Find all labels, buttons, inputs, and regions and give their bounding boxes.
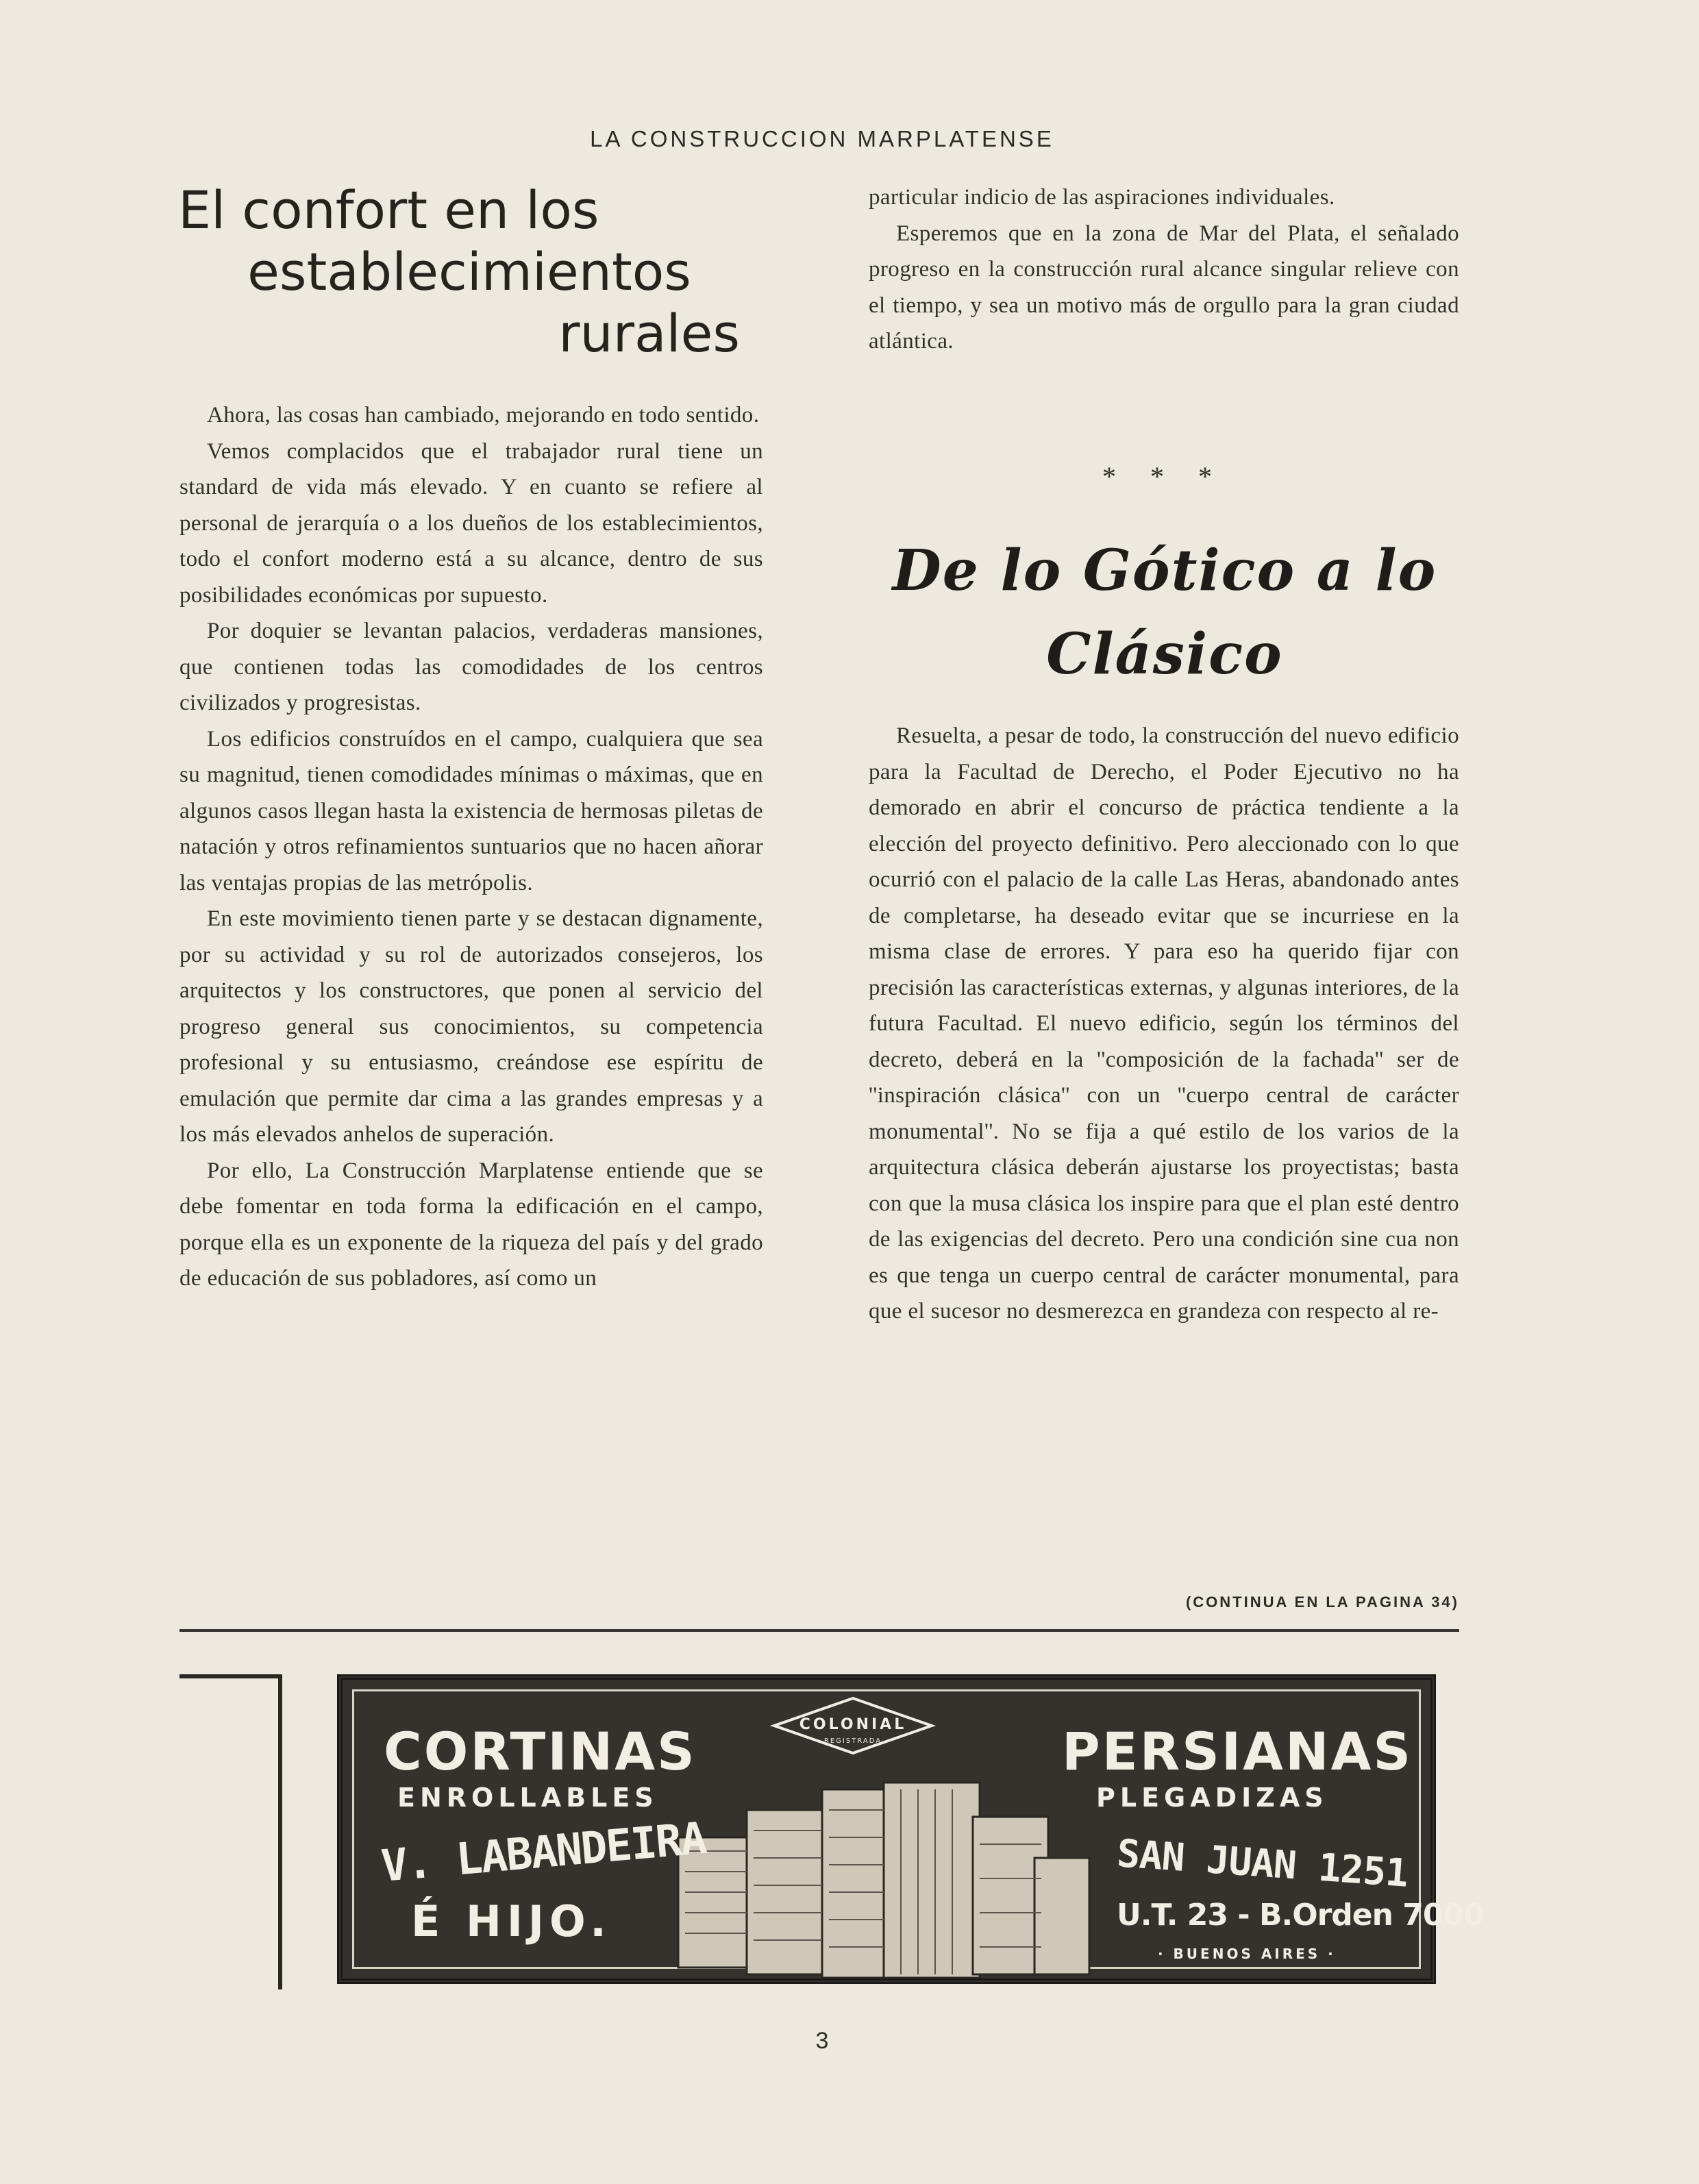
- left-title-line-2: establecimientos: [247, 241, 691, 302]
- left-article-title: [178, 179, 740, 364]
- paragraph: Ahora, las cosas han cambiado, mejorando en todo sentido.: [207, 403, 760, 427]
- ad-company-suffix: É HIJO.: [411, 1896, 612, 1946]
- horizontal-rule: [179, 1629, 1459, 1632]
- ad-bracket-decoration: [179, 1674, 282, 1989]
- logo-text: COLONIAL: [799, 1716, 907, 1733]
- advertisement: [337, 1674, 1484, 1984]
- ad-phone: U.T. 23 - B.Orden 7000: [1117, 1898, 1484, 1933]
- paragraph: Esperemos que en la zona de Mar del Plata, el señalado progreso en la construcción rural alcance singular relieve con el tiempo, y sea un motivo más de orgullo para la gran ciudad atlántica.: [869, 221, 1459, 353]
- continued-note: (CONTINUA EN LA PAGINA 34): [1185, 1593, 1459, 1611]
- paragraph: Vemos complacidos que el trabajador rural tiene un standard de vida más elevado. Y en cuanto se refiere al personal de jerarquía o a los dueños de los establecimientos, todo el confort moderno está a su alcance, dentro de sus posibilidades económicas por supuesto.: [179, 438, 763, 608]
- paragraph: Por ello, La Construcción Marplatense entiende que se debe fomentar en toda forma la edificación en el campo, porque ella es un exponente de la riqueza del país y del grado de educación de sus pobladores, así como un: [179, 1158, 763, 1291]
- paragraph: Resuelta, a pesar de todo, la construcción del nuevo edificio para la Facultad de Derecho, el Poder Ejecutivo no ha demorado en abrir el concurso de práctica tendiente a la elección del proyecto definitivo. Pero aleccionado con lo que ocurrió con el palacio de la calle Las Heras, abandonado antes de completarse, ha deseado evitar que se incurriese en la misma clase de errores. Y para eso ha querido fijar con precisión las características externas, y algunas interiores, de la futura Facultad. El nuevo edificio, según los términos del decreto, deberá en la ''composición de la fachada'' ser de ''inspiración clásica'' con un ''cuerpo central de carácter monumental''. No se fija a qué estilo de los varios de la arquitectura clásica deberán ajustarse los proyectistas; basta con que la musa clásica los inspire para que el plan esté dentro de las exigencias del decreto. Pero una condición sine cua non es que tenga un cuerpo central de carácter monumental, para que el sucesor no desmerezca en grandeza con respecto al re-: [869, 723, 1459, 1324]
- left-title-line-1: El confort en los: [178, 179, 599, 240]
- section-separator: * * *: [1102, 461, 1226, 492]
- buildings-illustration: [665, 1762, 1103, 1981]
- running-head: LA CONSTRUCCION MARPLATENSE: [590, 126, 1054, 151]
- paragraph: Por doquier se levantan palacios, verdaderas mansiones, que contienen todas las comodidades de los centros civilizados y progresistas.: [179, 619, 763, 715]
- right-article-body: [869, 718, 1459, 1330]
- left-article-body: [179, 397, 763, 1297]
- paragraph: En este movimiento tienen parte y se destacan dignamente, por su actividad y su rol de autorizados consejeros, los arquitectos y los constructores, que ponen al servicio del progreso general sus conocimientos, su competencia profesional y su entusiasmo, creándose ese espíritu de emulación que permite dar cima a las grandes empresas y a los más elevados anhelos de superación.: [179, 906, 763, 1147]
- ad-company-name: V. LABANDEIRA: [379, 1813, 708, 1892]
- ad-persianas: PERSIANAS: [1062, 1721, 1413, 1782]
- ad-enrollables: ENROLLABLES: [397, 1783, 658, 1813]
- ad-cortinas: CORTINAS: [384, 1721, 697, 1782]
- right-article-title: [850, 529, 1480, 696]
- left-title-line-3: rurales: [558, 303, 740, 364]
- right-title-line-2: Clásico: [1046, 621, 1283, 687]
- logo-subtext: REGISTRADA: [823, 1737, 882, 1745]
- paragraph: particular indicio de las aspiraciones individuales.: [869, 185, 1335, 210]
- right-title-line-1: De lo Gótico a lo: [892, 538, 1437, 604]
- colonial-logo-icon: [767, 1695, 939, 1757]
- left-article-continuation: [869, 179, 1459, 360]
- page-number: 3: [815, 2028, 829, 2054]
- ad-plegadizas: PLEGADIZAS: [1096, 1783, 1328, 1813]
- paragraph: Los edificios construídos en el campo, cualquiera que sea su magnitud, tienen comodidades mínimas o máximas, que en algunos casos llegan hasta la existencia de hermosas piletas de natación y otros refinamientos suntuarios que no hacen añorar las ventajas propias de las metrópolis.: [179, 726, 763, 895]
- ad-address: SAN JUAN 1251: [1115, 1831, 1410, 1896]
- ad-city: · BUENOS AIRES ·: [1158, 1946, 1336, 1962]
